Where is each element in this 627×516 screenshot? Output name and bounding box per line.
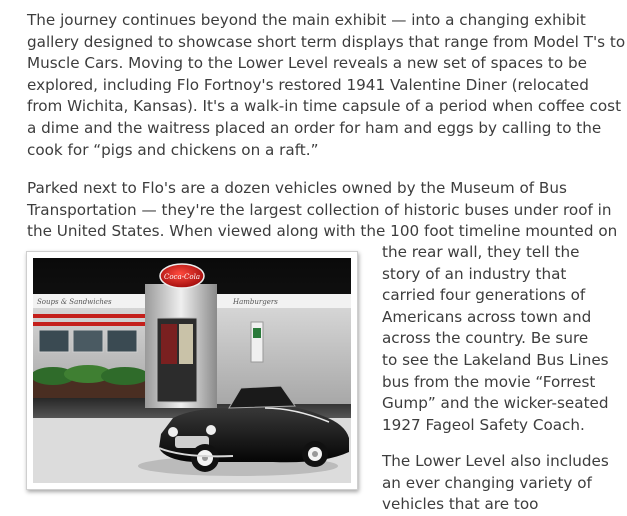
text-line: the rear wall, they tell the [382, 243, 580, 261]
paragraph-bus-museum [27, 178, 617, 243]
paragraph-diner-intro [27, 10, 626, 161]
sign-hamburgers: Hamburgers [233, 298, 278, 306]
sign-soups-sandwiches: Soups & Sandwiches [37, 298, 112, 306]
text-line: bus from the movie “Forrest [382, 372, 596, 391]
text-line: story of an industry that [382, 264, 567, 283]
text-line: The journey continues beyond the main exhibit — into a changing exhibit [27, 11, 586, 29]
text-line: the United States. When viewed along with the 100 foot timeline mounted on [27, 222, 618, 241]
text-line: gallery designed to showcase short term displays that range from Model T's to [27, 32, 626, 51]
paragraph-bus-museum-continued [382, 242, 622, 436]
text-line: Americans across town and [382, 307, 592, 326]
text-line: The Lower Level also includes [382, 452, 609, 470]
text-line: from Wichita, Kansas). It's a walk-in time capsule of a period when coffee cost [27, 97, 622, 116]
text-line: Transportation — they're the largest collection of historic buses under roof in [27, 200, 612, 219]
text-line: Parked next to Flo's are a dozen vehicles owned by the Museum of Bus [27, 179, 567, 197]
text-line: 1927 Fageol Safety Coach. [382, 415, 585, 434]
diner-wall-right [217, 294, 351, 404]
diner-illustration [33, 258, 351, 483]
coca-cola-text: Coca-Cola [163, 273, 201, 281]
text-line: vehicles that are too [382, 495, 539, 514]
text-line: explored, including Flo Fortnoy's restored 1941 Valentine Diner (relocated [27, 75, 589, 94]
text-line: Gump” and the wicker-seated [382, 394, 609, 413]
paragraph-lower-level [382, 451, 622, 516]
text-line: a dime and the waitress placed an order for ham and eggs by calling to the [27, 118, 602, 137]
text-line: carried four generations of [382, 286, 586, 305]
text-line: across the country. Be sure [382, 329, 589, 348]
text-line: cook for “pigs and chickens on a raft.” [27, 140, 319, 159]
text-line: Muscle Cars. Moving to the Lower Level reveals a new set of spaces to be [27, 54, 587, 73]
text-line: to see the Lakeland Bus Lines [382, 350, 609, 369]
text-line: an ever changing variety of [382, 473, 592, 492]
diner-photo [26, 251, 358, 490]
